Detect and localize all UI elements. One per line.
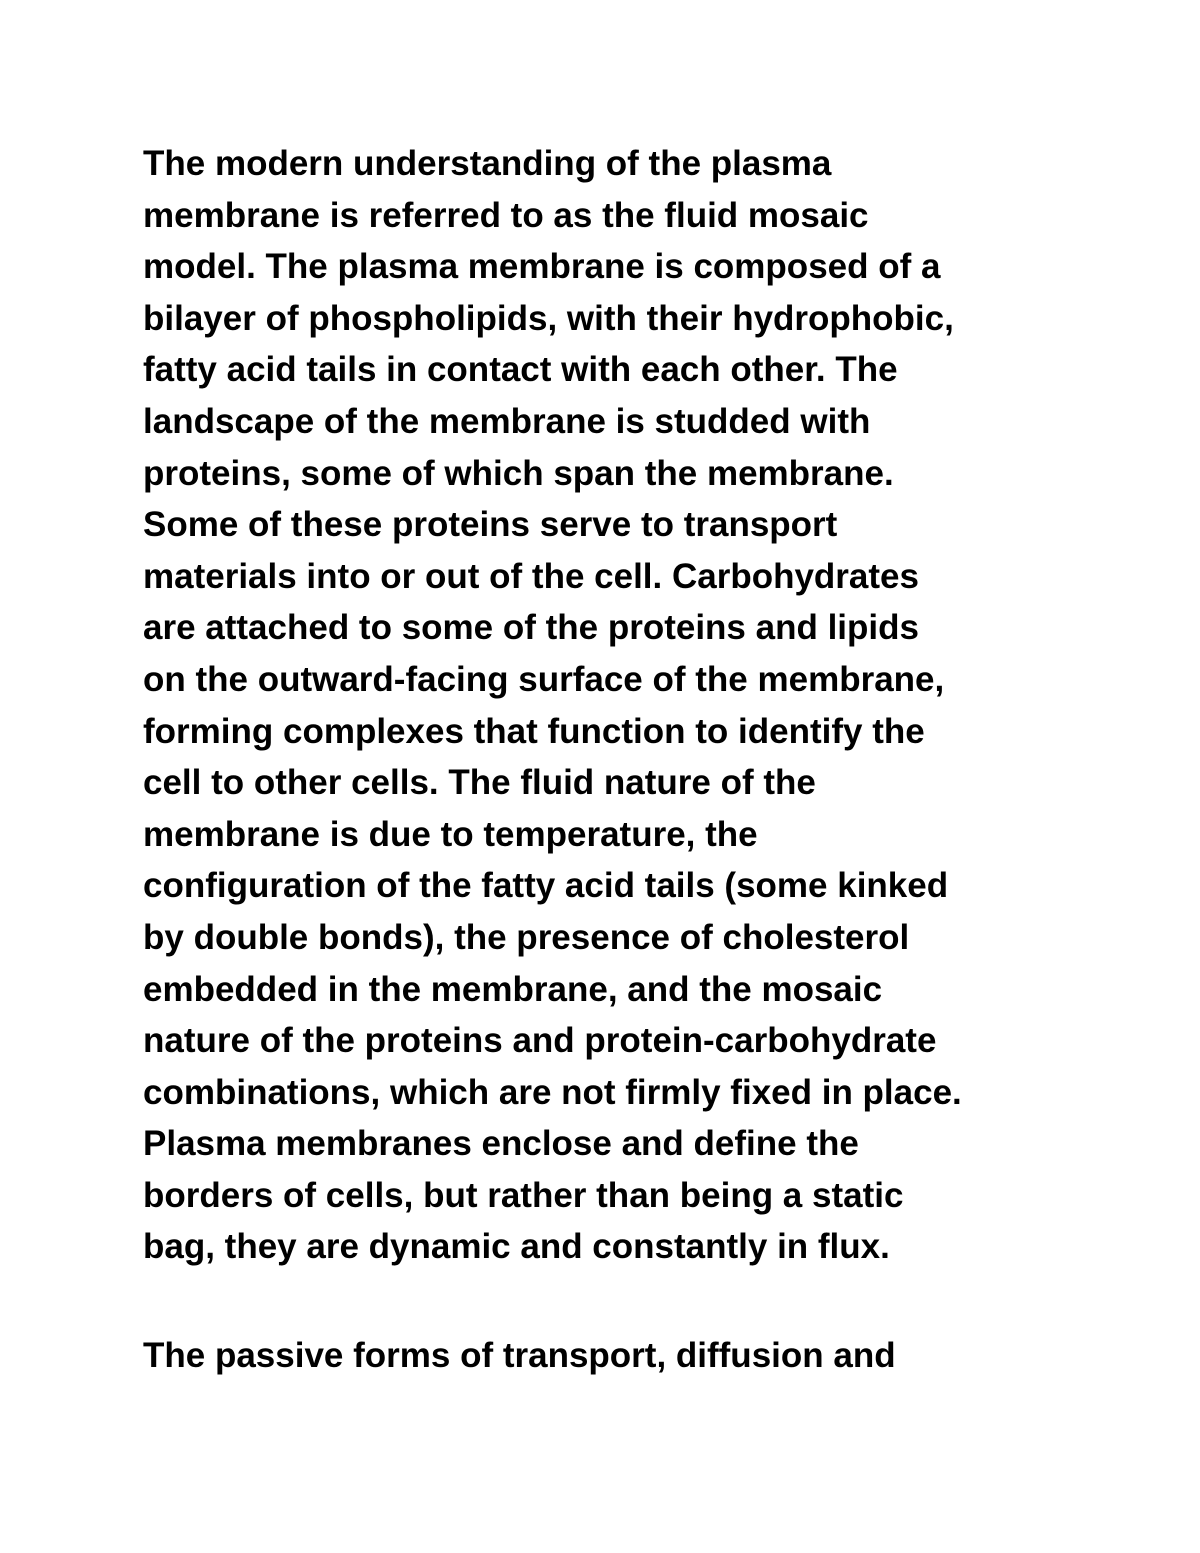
text-line: by double bonds), the presence of cholesterol (143, 917, 910, 957)
text-line: configuration of the fatty acid tails (some kinked (143, 866, 949, 906)
text-line: bilayer of phospholipids, with their hydrophobic, (143, 298, 954, 338)
text-line: nature of the proteins and protein-carbohydrate (143, 1021, 937, 1061)
text-line: Plasma membranes enclose and define the (143, 1124, 859, 1164)
text-line: The passive forms of transport, diffusion and (143, 1336, 896, 1375)
paragraph-passive-transport (143, 1330, 1103, 1382)
text-line: Some of these proteins serve to transport (143, 505, 838, 545)
text-line: combinations, which are not firmly fixed in place. (143, 1072, 962, 1112)
text-line: membrane is due to temperature, the (143, 814, 758, 854)
text-line: landscape of the membrane is studded with (143, 401, 871, 441)
paragraph-plasma-membrane (143, 138, 1103, 1273)
text-line: embedded in the membrane, and the mosaic (143, 969, 883, 1009)
text-line: cell to other cells. The fluid nature of the (143, 763, 816, 803)
text-line: bag, they are dynamic and constantly in flux. (143, 1227, 890, 1267)
text-line: borders of cells, but rather than being a static (143, 1175, 904, 1215)
text-line: are attached to some of the proteins and lipids (143, 608, 919, 648)
text-line: The modern understanding of the plasma (143, 144, 832, 183)
text-line: proteins, some of which span the membrane. (143, 453, 894, 493)
text-line: forming complexes that function to identify the (143, 711, 925, 751)
text-line: membrane is referred to as the fluid mosaic (143, 195, 869, 235)
text-line: model. The plasma membrane is composed of a (143, 247, 941, 287)
text-line: on the outward-facing surface of the membrane, (143, 659, 945, 699)
text-line: fatty acid tails in contact with each other. The (143, 350, 898, 390)
text-line: materials into or out of the cell. Carbohydrates (143, 556, 919, 596)
